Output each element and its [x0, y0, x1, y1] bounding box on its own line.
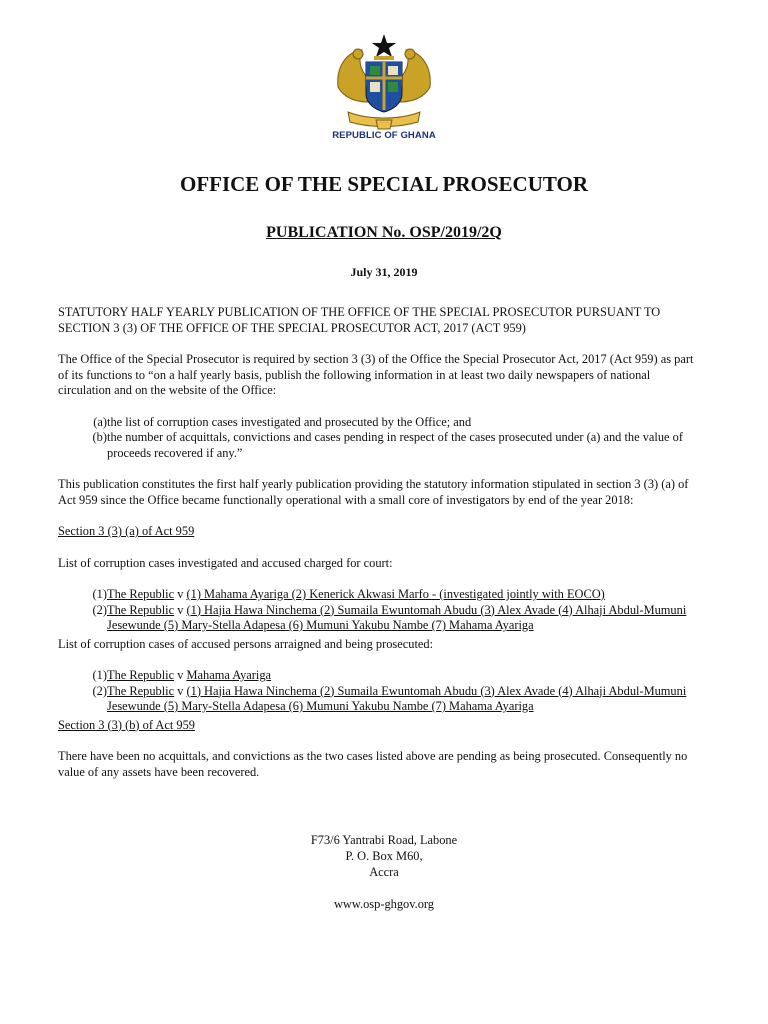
address-line: Accra	[369, 865, 399, 879]
requirement-list	[58, 415, 698, 462]
list-marker: (b)	[92, 430, 107, 444]
investigated-intro: List of corruption cases investigated and accused charged for court:	[58, 555, 393, 570]
office-title: OFFICE OF THE SPECIAL PROSECUTOR	[179, 172, 589, 196]
office-address	[0, 832, 768, 880]
prosecuted-intro: List of corruption cases of accused persons arraigned and being prosecuted:	[58, 636, 434, 651]
address-line: F73/6 Yantrabi Road, Labone	[310, 833, 458, 847]
case-item	[58, 668, 698, 684]
versus: v	[174, 668, 187, 682]
document-body	[58, 305, 698, 796]
section-b-heading: Section 3 (3) (b) of Act 959	[58, 717, 195, 732]
versus: v	[174, 683, 187, 698]
address-line: P. O. Box M60,	[345, 849, 423, 863]
list-item	[58, 430, 698, 461]
list-item	[58, 415, 698, 431]
case-item	[58, 587, 698, 603]
case-name: The Republic	[107, 668, 175, 682]
publication-number: PUBLICATION No. OSP/2019/2Q	[266, 224, 502, 241]
website-link[interactable]: www.osp-ghgov.org	[333, 897, 435, 911]
list-item-text: the list of corruption cases investigated and prosecuted by the Office; and	[107, 414, 472, 429]
versus: v	[174, 587, 187, 601]
case-name: The Republic	[107, 587, 175, 601]
accused-parties: (1) Mahama Ayariga (2) Kenerick Akwasi Marfo - (investigated jointly with EOCO)	[186, 587, 605, 601]
statutory-heading: STATUTORY HALF YEARLY PUBLICATION OF THE OFFICE OF THE SPECIAL PROSECUTOR PURSUANT TO SECTION 3 (3) OF THE OFFICE OF THE SPECIAL PROSECUTOR ACT, 2017 (ACT 959)	[58, 305, 661, 335]
ghana-coat-of-arms-icon	[328, 32, 440, 132]
accused-parties: (1) Hajia Hawa Ninchema (2) Sumaila Ewuntomah Abudu (3) Alex Avade (4) Alhaji Abdul-Mumuni Jesewunde (5) Mary-Stella Adapesa (6) Mumuni Yakubu Nambe (7) Mahama Ayariga	[107, 683, 687, 713]
accused-parties: Mahama Ayariga	[186, 668, 272, 682]
case-marker: (1)	[92, 668, 107, 682]
case-item	[58, 684, 698, 715]
requirement-paragraph: The Office of the Special Prosecutor is required by section 3 (3) of the Office the Special Prosecutor Act, 2017 (Act 959) as part of its functions to “on a half yearly basis, publish the following information in at least two daily newspapers of national circulation and on the website of the Office:	[58, 352, 694, 397]
list-marker: (a)	[93, 414, 107, 429]
list-item-text: the number of acquittals, convictions and cases pending in respect of the cases prosecuted under (a) and the value of proceeds recovered if any.”	[107, 430, 683, 460]
case-marker: (2)	[92, 683, 107, 698]
republic-label: REPUBLIC OF GHANA	[332, 130, 436, 141]
section-a-heading: Section 3 (3) (a) of Act 959	[58, 524, 195, 538]
investigated-case-list	[58, 587, 698, 634]
constitutes-paragraph: This publication constitutes the first half yearly publication providing the statutory information stipulated in section 3 (3) (a) of Act 959 since the Office became functionally operational with a small core of investigators by end of the year 2018:	[58, 477, 689, 507]
accused-parties: (1) Hajia Hawa Ninchema (2) Sumaila Ewuntomah Abudu (3) Alex Avade (4) Alhaji Abdul-Mumuni Jesewunde (5) Mary-Stella Adapesa (6) Mumuni Yakubu Nambe (7) Mahama Ayariga	[107, 602, 687, 632]
prosecuted-case-list	[58, 668, 698, 715]
case-name: The Republic	[107, 683, 175, 698]
case-item	[58, 603, 698, 634]
case-name: The Republic	[107, 602, 175, 617]
section-b-text: There have been no acquittals, and convictions as the two cases listed above are pending as being prosecuted. Consequently no value of any assets have been recovered.	[58, 749, 688, 779]
publication-date: July 31, 2019	[350, 265, 418, 279]
case-marker: (1)	[92, 587, 107, 601]
versus: v	[174, 602, 187, 617]
case-marker: (2)	[92, 602, 107, 617]
